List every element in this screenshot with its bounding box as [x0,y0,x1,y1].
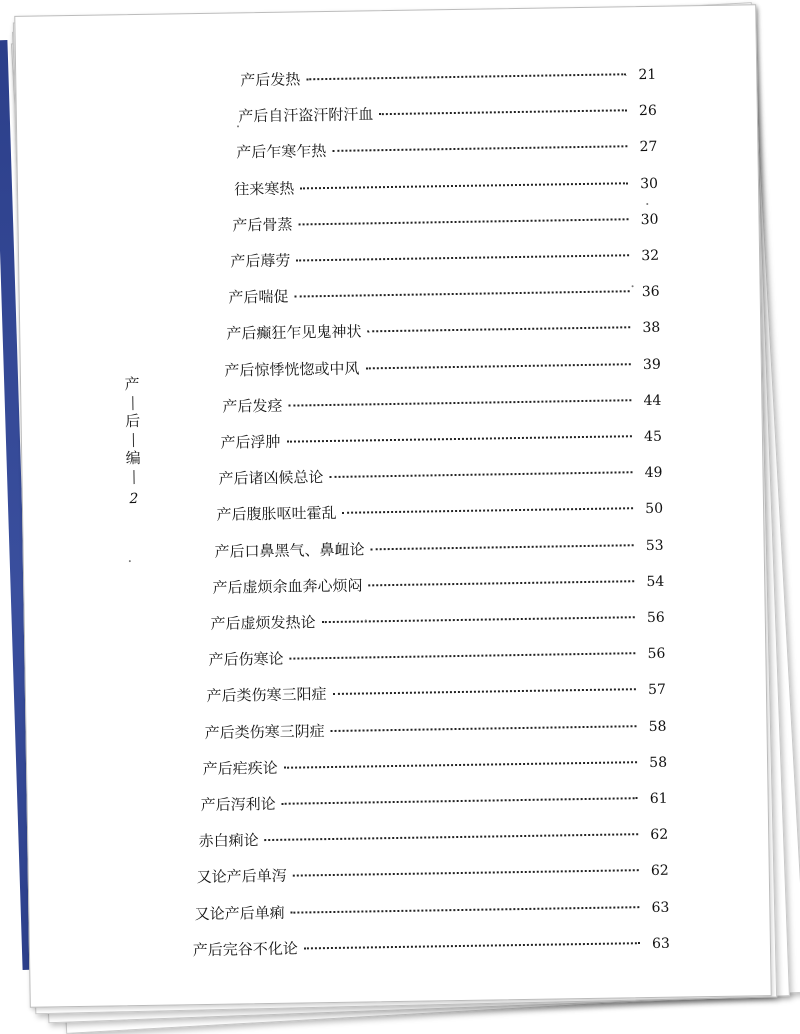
toc-entry [199,823,669,851]
toc-leader-dots [284,761,637,769]
toc-entry-title: 产后浮肿 [220,432,281,452]
toc-entry [236,135,657,163]
toc-leader-dots [371,544,634,550]
toc-entry-title: 产后喘促 [228,287,289,307]
toc-entry-title: 产后口鼻黑气、鼻衄论 [214,540,365,561]
toc-entry-title: 产后类伤寒三阳症 [206,685,327,706]
toc-entry-title: 又论产后单痢 [194,903,285,923]
toc-leader-dots [333,689,636,696]
toc-leader-dots [342,508,633,515]
toc-leader-dots [294,290,629,297]
toc-leader-dots [298,218,628,225]
toc-leader-dots [290,652,636,659]
toc-entry [224,352,661,380]
toc-entry-page: 54 [646,573,665,590]
book-page [14,4,771,1008]
toc-entry-page: 58 [649,754,668,771]
toc-entry-page: 63 [651,899,670,916]
toc-entry-title: 又论产后单泻 [196,867,287,887]
toc-entry-page: 21 [638,66,657,84]
toc-entry-page: 26 [638,102,657,120]
toc-entry-title: 赤白痢论 [198,831,259,851]
toc-entry-page: 44 [643,392,662,409]
toc-entry-title: 产后自汗盗汗附汗血 [238,105,374,126]
running-head-char: 后 [124,411,141,431]
paper-speck [365,619,367,621]
toc-entry-title: 产后虚烦余血奔心烦闷 [212,576,363,597]
toc-entry-page: 63 [651,935,671,952]
page-number: 2 [129,491,139,508]
toc-entry-page: 49 [644,464,663,482]
toc-entry [228,280,660,308]
toc-entry-title: 产后骨蒸 [232,215,293,235]
toc-entry [195,895,670,923]
toc-entry [206,678,666,706]
toc-entry-page: 39 [642,356,661,373]
toc-entry [202,751,667,779]
toc-entry-title: 产后泻利论 [200,794,276,815]
toc-entry-page: 62 [650,863,669,880]
running-head-char: 产 [124,374,140,394]
toc-leader-dots [300,182,628,189]
toc-entry [214,533,663,561]
toc-entry-title: 产后伤寒论 [208,649,284,670]
toc-entry [220,425,662,453]
toc-leader-dots [293,870,639,877]
toc-entry-page: 36 [641,283,660,301]
toc-entry-title: 产后腹胀呕吐霍乱 [216,504,337,525]
toc-entry-page: 45 [643,428,663,446]
toc-entry-title: 产后癫狂乍见鬼神状 [226,322,362,343]
toc-leader-dots [331,725,637,732]
toc-leader-dots [365,363,630,369]
toc-entry-page: 56 [647,645,666,663]
toc-leader-dots [306,73,626,80]
toc-entry-page: 61 [649,790,668,808]
toc-entry-page: 62 [650,826,669,844]
toc-leader-dots [296,254,629,261]
toc-entry [222,389,661,417]
toc-entry [226,316,660,344]
toc-leader-dots [379,109,627,115]
toc-entry [240,63,656,91]
toc-entry-page: 50 [645,501,664,518]
toc-entry [234,171,658,199]
toc-entry-page: 56 [646,609,665,627]
toc-entry-title: 产后发热 [240,70,301,90]
toc-entry [193,932,670,960]
toc-entry-title: 产后疟疾论 [202,758,278,778]
toc-entry-page: 58 [648,718,667,735]
toc-entry-title: 往来寒热 [234,179,295,199]
toc-leader-dots [286,435,631,442]
paper-speck [632,285,634,287]
running-head-char: 编 [125,448,141,468]
toc-leader-dots [367,327,630,333]
toc-entry [204,714,666,742]
toc-entry-page: 30 [639,175,659,192]
toc-entry-page: 27 [639,139,658,156]
toc-entry-title: 产后虚烦发热论 [210,613,316,633]
toc-entry-page: 32 [641,247,660,265]
toc-entry [218,461,662,489]
toc-entry-title: 产后惊悸恍惚或中风 [224,359,360,380]
toc-leader-dots [304,942,640,949]
toc-entry-title: 产后发痉 [222,396,283,416]
toc-leader-dots [265,833,639,841]
paper-speck [237,125,239,127]
toc-entry [230,244,659,272]
toc-entry [208,642,665,670]
toc-entry-page: 30 [640,211,659,228]
toc-entry-title: 产后蓐劳 [230,251,291,271]
toc-leader-dots [369,580,635,586]
toc-entry-title: 产后完谷不化论 [192,939,298,959]
toc-entry-title: 产后乍寒乍热 [236,142,327,162]
toc-entry [210,606,665,634]
toc-leader-dots [282,797,638,805]
toc-leader-dots [322,616,635,623]
toc-entry [201,787,668,815]
toc-entry [197,859,669,887]
paper-speck [646,203,648,205]
toc-entry-page: 57 [647,682,667,699]
toc-leader-dots [288,399,631,406]
toc-leader-dots [329,471,632,478]
toc-entry [212,570,664,598]
toc-entry-title: 产后类伤寒三阴症 [204,721,325,742]
toc-entry [232,208,658,236]
toc-leader-dots [291,906,640,913]
table-of-contents [15,5,770,1007]
toc-entry-title: 产后诸凶候总论 [218,468,324,488]
toc-entry [216,497,663,525]
toc-entry-page: 53 [645,537,664,554]
toc-entry [238,99,657,127]
toc-leader-dots [332,146,627,153]
toc-entry-page: 38 [642,320,661,337]
paper-speck [129,560,131,562]
